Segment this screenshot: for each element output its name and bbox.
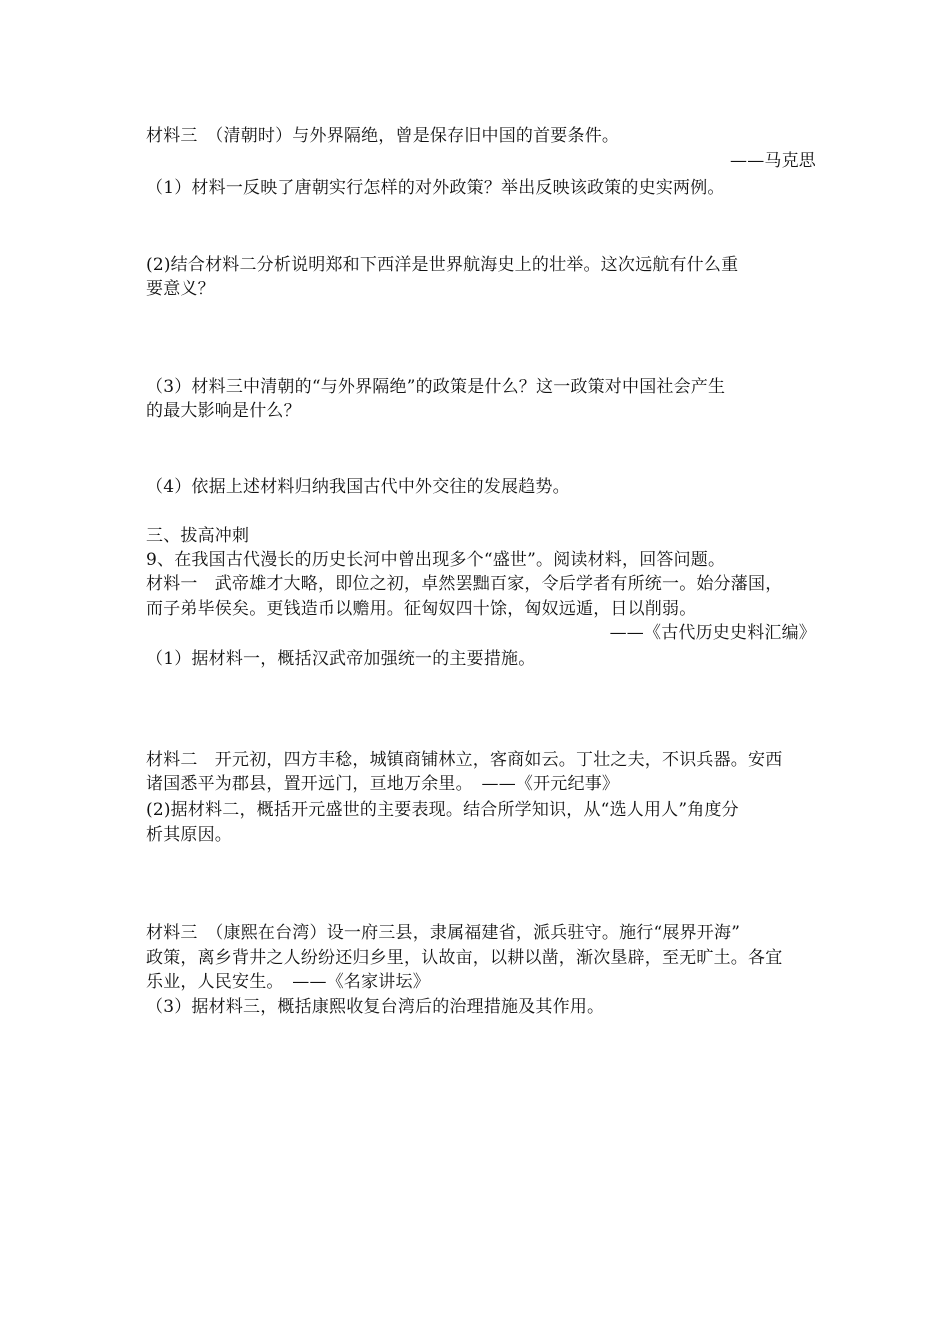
question-9-1: （1）据材料一，概括汉武帝加强统一的主要措施。 (146, 649, 536, 669)
material2-line2: 诸国悉平为郡县，置开远门，亘地万余里。 ——《开元纪事》 (146, 774, 620, 794)
material1-source: ——《古代历史史料汇编》 (609, 623, 816, 643)
question-9-intro: 9、在我国古代漫长的历史长河中曾出现多个“盛世”。阅读材料，回答问题。 (146, 550, 726, 570)
material1-line2: 而子弟毕侯矣。更钱造币以赡用。征匈奴四十馀，匈奴远遁，日以削弱。 (146, 599, 697, 619)
question-1: （1）材料一反映了唐朝实行怎样的对外政策？举出反映该政策的史实两例。 (146, 178, 725, 198)
material3b-line1: 材料三 （康熙在台湾）设一府三县，隶属福建省，派兵驻守。施行“展界开海” (146, 923, 741, 943)
question-3-line2: 的最大影响是什么？ (146, 401, 301, 421)
question-4: （4）依据上述材料归纳我国古代中外交往的发展趋势。 (146, 477, 570, 497)
question-9-2-line2: 析其原因。 (146, 825, 232, 845)
question-2-line1: (2)结合材料二分析说明郑和下西洋是世界航海史上的壮举。这次远航有什么重 (146, 255, 739, 275)
question-3-line1: （3）材料三中清朝的“与外界隔绝”的政策是什么？这一政策对中国社会产生 (146, 377, 726, 397)
material3b-line3: 乐业，人民安生。 ——《名家讲坛》 (146, 972, 430, 992)
question-2-line2: 要意义？ (146, 279, 215, 299)
material3-source: ——马克思 (730, 151, 816, 171)
material3b-line2: 政策，离乡背井之人纷纷还归乡里，认故亩，以耕以凿，渐次垦辟，至无旷土。各宜 (146, 948, 783, 968)
material1-line1: 材料一 武帝雄才大略，即位之初，卓然罢黜百家，令后学者有所统一。始分藩国， (146, 574, 783, 594)
question-9-3: （3）据材料三，概括康熙收复台湾后的治理措施及其作用。 (146, 997, 605, 1017)
section-title: 三、拔高冲刺 (146, 526, 250, 546)
material3-text: 材料三 （清朝时）与外界隔绝，曾是保存旧中国的首要条件。 (146, 126, 620, 146)
question-9-2-line1: (2)据材料二，概括开元盛世的主要表现。结合所学知识，从“选人用人”角度分 (146, 800, 739, 820)
material2-line1: 材料二 开元初，四方丰稔，城镇商铺林立，客商如云。丁壮之夫，不识兵器。安西 (146, 750, 783, 770)
